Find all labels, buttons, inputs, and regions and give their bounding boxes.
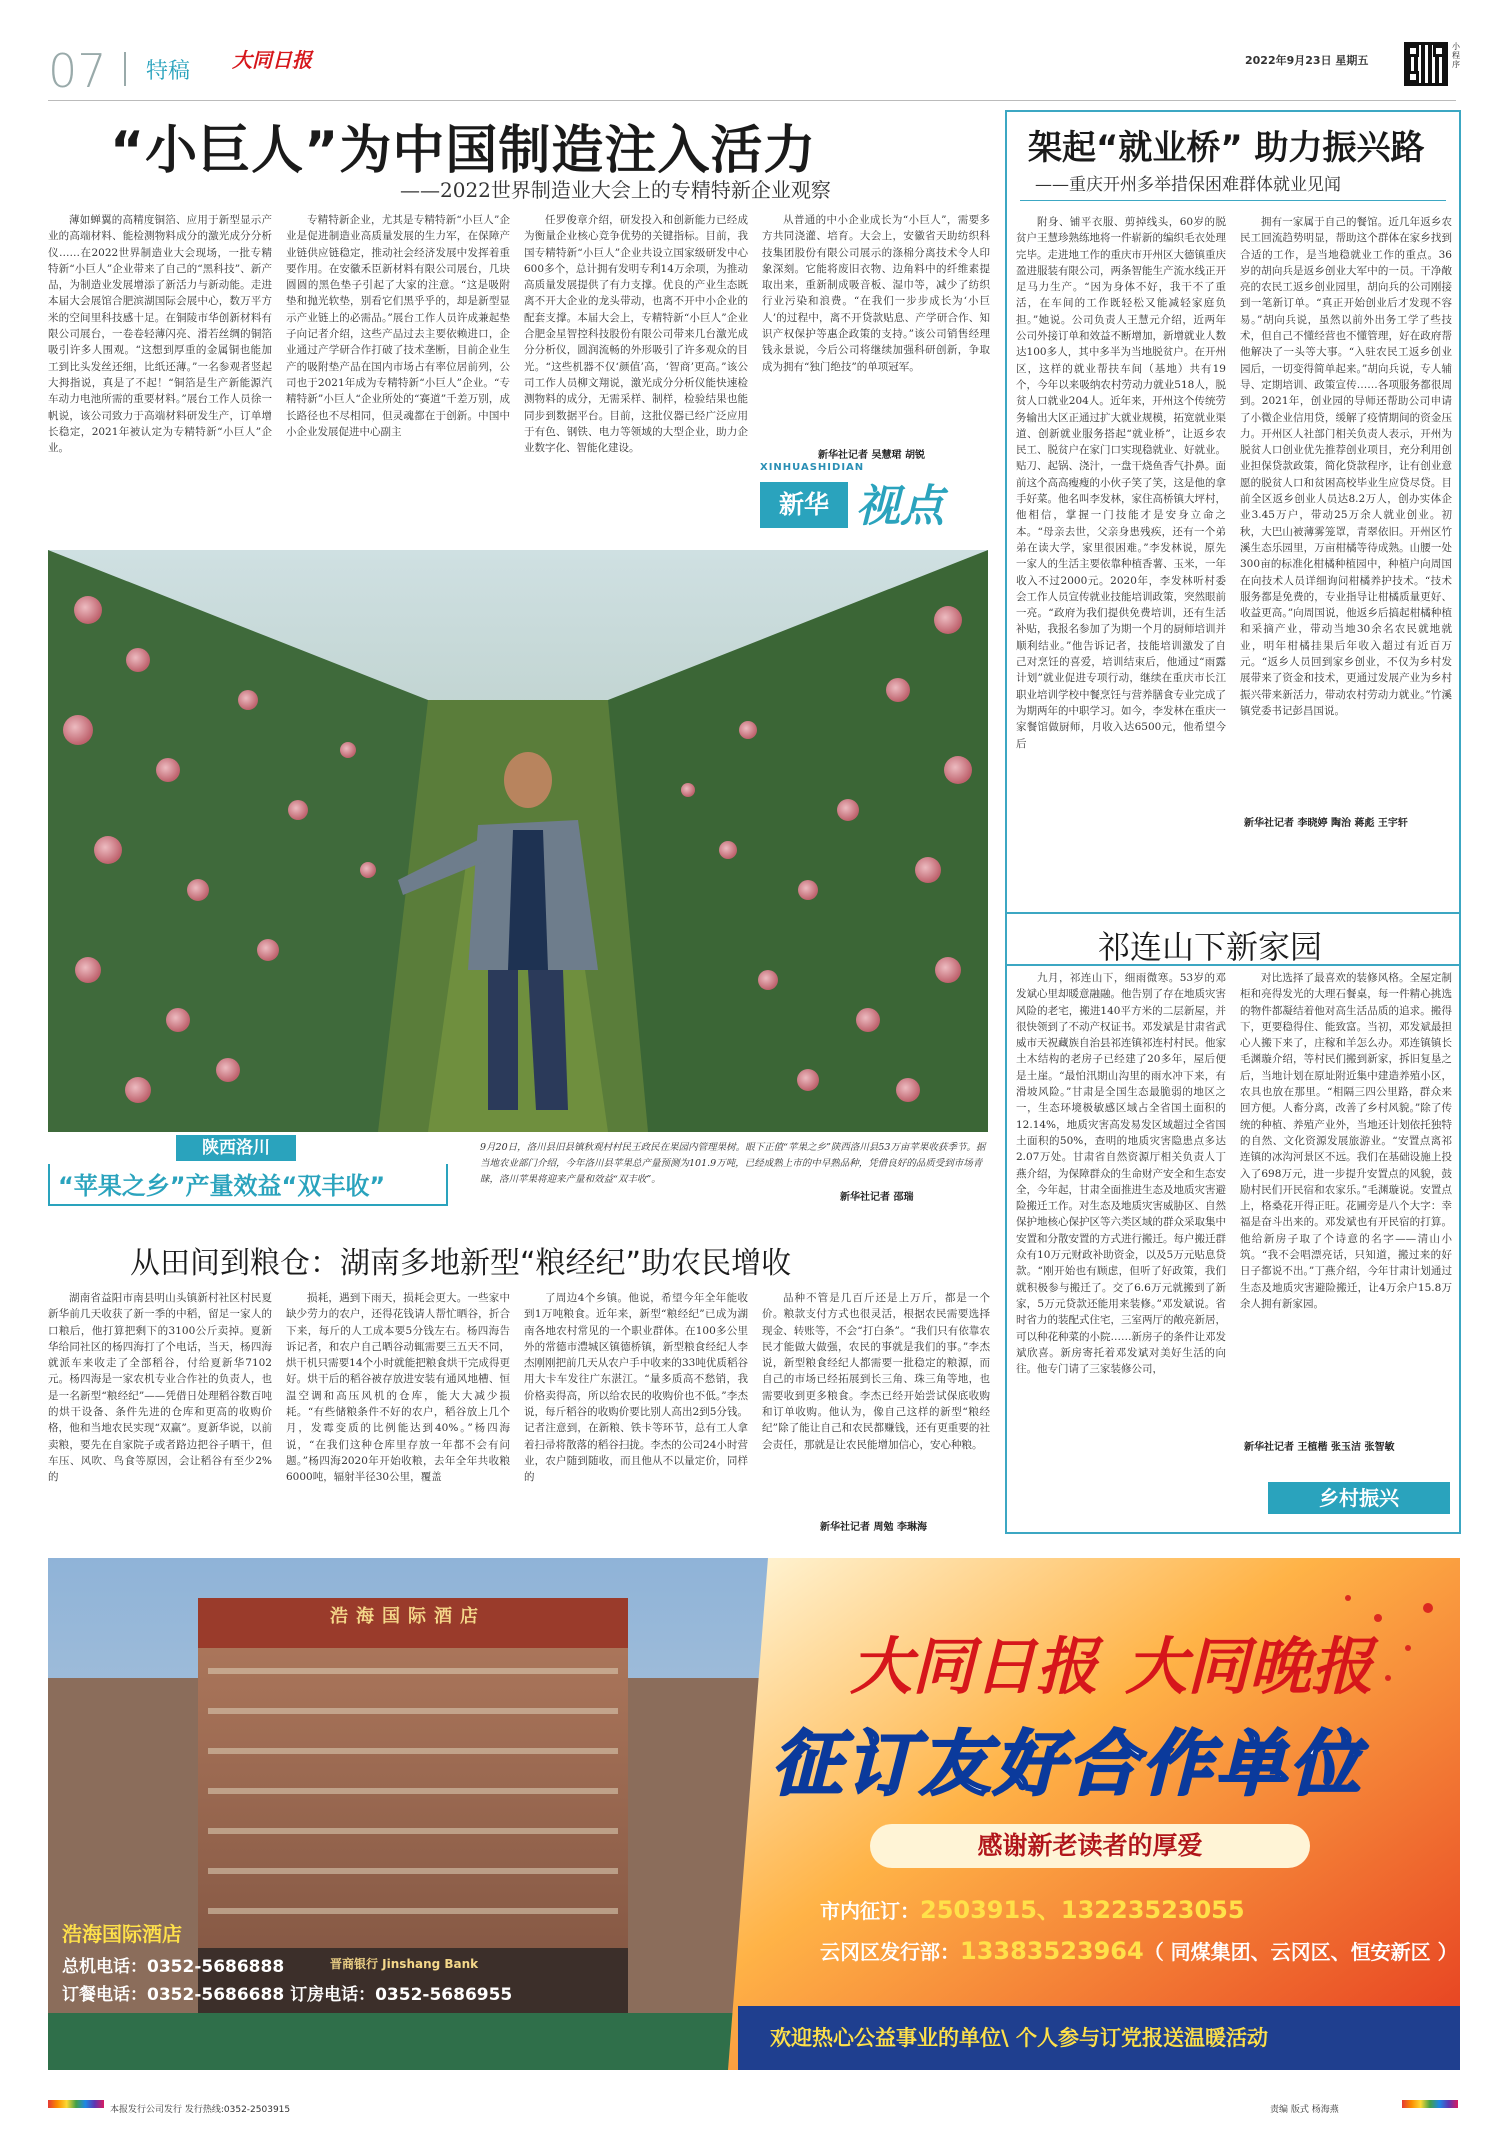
xinhua-en: XINHUASHIDIAN (760, 462, 865, 473)
story2-colA: 附身、铺平衣服、剪掉线头，60岁的脱贫户王慧珍熟练地将一件崭新的编织毛衣处理完毕。走进地工作的重庆市开州区大德镇重庆盈进服装有限公司，两条智能生产流水线正开足马力生产。“因为身体不好，我干不了重活，在车间的工作既轻松又能减轻家庭负担。”她说。公司负责人王慧元介绍，近两年公司外接订单和效益不断增加，新增就业人数达100多人，其中多半为当地脱贫户。在开州区，这样的就业帮扶车间（基地）共有19个，今年以来吸纳农村劳动力就业518人，脱贫人口就业204人。近年来，开州这个传统劳务输出大区正通过扩大就业规模，拓宽就业渠道、创新就业服务搭起“就业桥”，让返乡农民工、脱贫户在家门口实现稳就业、好就业。贴刀、起锅、浇汁，一盘干烧鱼香气扑鼻。面前这个高高瘦瘦的小伙子笑了笑，这是他的拿手好菜。他名叫李发林，家住高桥镇大坪村，他相信，掌握一门技能才是安身立命之本。“母亲去世，父亲身患残疾，还有一个弟弟在读大学，家里很困难。”李发林说，原先一家人的生活主要依靠种植香薯、玉米，一年收入不过2000元。2020年，李发林听村委会工作人员宣传就业技能培训政策，突然眼前一亮。“政府为我们提供免费培训，还有生活补贴，我报名参加了为期一个月的厨师培训并顺利结业。”他告诉记者，技能培训激发了自己对烹饪的喜爱，培训结束后，他通过“雨露计划”就业促进专项行动，继续在重庆市长江职业培训学校中餐烹饪与营养膳食专业完成了为期两年的中职学习。如今，李发林在重庆一家餐馆做厨师，月收入达6500元，他希望今后 (1016, 216, 1226, 750)
story3-col4: 品种不管是几百斤还是上万斤，都是一个价。粮款支付方式也很灵活，根据农民需要选择现金、转账等，不会“打白条”。“我们只有依靠农民才能做大做强，农民的事就是我们的事。”李杰说，新型粮食经纪人都需要一批稳定的粮源，而自己的市场已经拓展到长三角、珠三角等地，也需要收到更多粮食。李杰已经开始尝试保底收购和订单收购。他认为，像自己这样的新型“粮经纪”除了能让自己和农民都赚钱，还有更重要的社会责任，那就是让农民能增加信心，安心种粮。 (762, 1292, 990, 1451)
story2-subtitle: ——重庆开州多举措保困难群体就业见闻 (1035, 175, 1341, 195)
yungang-number[interactable]: 13383523964 (960, 1937, 1144, 1965)
xinhua-label: 新华 (760, 482, 848, 528)
story1-col3: 任罗俊章介绍，研发投入和创新能力已经成为衡量企业核心竞争优势的关键指标。目前，我国专精特新“小巨人”企业共设立国家级研发中心600多个，总计拥有发明专利14万余项，为推动高质量发展提供了有力支撑。优良的产业生态既离不开大企业的龙头带动，也离不开中小企业的配套支撑。本届大会上，专精特新“小巨人”企业合肥金星智控科技股份有限公司带来几台激光成分分析仪，圆润流畅的外形吸引了许多观众的目光。“这些机器不仅‘颜值’高，‘智商’更高。”该公司工作人员柳文翔说，激光成分分析仪能快速检测物料的成分，无需采样、制样，检验结果也能同步到数据平台。目前，这批仪器已经广泛应用于有色、钢铁、电力等领域的大型企业，助力企业数字化、智能化建设。 (524, 214, 748, 455)
story2-byline: 新华社记者 李晓婷 陶治 蒋彪 王宇轩 (1244, 818, 1408, 829)
header-divider (124, 52, 126, 86)
xinhua-shidian: 视点 (856, 481, 944, 532)
story1-subtitle: ——2022世界制造业大会上的专精特新企业观察 (400, 178, 831, 202)
story4-byline: 新华社记者 王植楷 张玉洁 张智敏 (1244, 1442, 1395, 1453)
footer-left: 本报发行公司发行 发行热线:0352-2503915 (110, 2105, 291, 2115)
page-number: 07 (48, 44, 107, 98)
story2-title: 架起“就业桥” 助力振兴路 (1028, 128, 1425, 168)
story3-col2: 损耗，遇到下雨天，损耗会更大。一些家中缺少劳力的农户，还得花钱请人帮忙晒谷，折合下来，每斤的人工成本要5分钱左右。杨四海告诉记者，和农户自己晒谷动辄需要三五天不同，烘干机只需要14个小时就能把粮食烘干完成得更好。烘干后的稻谷被存放进安装有通风地槽、恒温空调和高压风机的仓库，能大大减少损耗。“有些储粮条件不好的农户，稻谷放上几个月，发霉变质的比例能达到40%。”杨四海说，“在我们这种仓库里存放一年都不会有问题。”杨四海2020年开始收粮，去年全年共收粮6000吨，辐射半径30公里，覆盖 (286, 1292, 510, 1484)
header-rule (48, 100, 1456, 101)
footer-right: 责编 版式 杨海燕 (1270, 2105, 1339, 2115)
story4-col1: 九月，祁连山下，细雨微寒。53岁的邓发斌心里却暖意融融。他告别了存在地质灾害风险的老宅，搬进140平方米的二层新屋，并很快领到了不动产权证书。邓发斌是甘肃省武威市天祝藏族自治县祁连镇祁连村村民。他家土木结构的老房子已经建了20多年，屋后便是土崖。“最怕汛期山沟里的雨水冲下来，有滑坡风险。”甘肃是全国生态最脆弱的地区之一，生态环境极敏感区域占全省国土面积的12.14%，地质灾害高发易发区域超过全省国土面积的50%，查明的地质灾害隐患点多达2.07万处。甘肃省自然资源厅相关负责人丁燕介绍，为保障群众的生命财产安全和生态安全，今年起，甘肃全面推进生态及地质灾害避险搬迁工作。对生态及地质灾害威胁区、自然保护地核心保护区等六类区域的群众采取集中安置和分散安置的方式进行搬迁。每户搬迁群众有10万元财政补助资金，以及5万元贴息贷款。“刚开始也有顾虑，但听了好政策，我们就积极参与搬迁了。交了6.6万元就搬到了新家，5万元贷款还能用来装修。”邓发斌说。省时省力的装配式住宅，三室两厅的敞亮新居，可以种花种菜的小院……新房子的条件让邓发斌欣喜。新房寄托着邓发斌对美好生活的向往。他专门请了三家装修公司， (1016, 972, 1226, 1376)
photo-byline: 新华社记者 邵瑞 (840, 1192, 914, 1203)
story1-col2: 专精特新企业，尤其是专精特新“小巨人”企业是促进制造业高质量发展的生力军，在保障产业链供应链稳定，推动社会经济发展中发挥着重要作用。在安徽禾臣新材料有限公司展台，几块圆圆的黑色垫子引起了大家的注意。“这是吸附垫和抛光软垫，别看它们黑乎乎的，却是新型显示产业链上的必需品。”展台工作人员许成兼起垫子向记者介绍，这些产品过去主要依赖进口，企业通过产学研合作打破了技术垄断，目前企业生产的吸附垫产品在国内市场占有率位居前列，公司也于2021年成为专精特新“小巨人”企业。“专精特新”小巨人“企业所处的“赛道”千差万别，成长路径也不尽相同，但灵魂都在于创新。中国中小企业发展促进中心副主 (286, 214, 510, 438)
yungang-distribution-line: 云冈区发行部：13383523964（ 同煤集团、云冈区、恒安新区 ） (820, 1937, 1458, 1965)
story1-title: “小巨人”为中国制造注入活力 (110, 121, 817, 181)
story1-col4: 从普通的中小企业成长为“小巨人”，需要多方共同浇灌、培育。大会上，安徽省天助纺织科技集团股份有限公司展示的涤棉分离技术令人印象深刻。它能将废旧衣物、边角料中的纤维素提取出来，重新制成吸音板、湿巾等，减少了纺织行业污染和浪费。“在我们一步步成长为‘小巨人’的过程中，离不开贷款贴息、产学研合作、知识产权保护等惠企政策的支持。”该公司销售经理钱永景说，今后公司将继续加强科研创新，争取成为拥有“独门绝技”的单项冠军。 (762, 214, 990, 373)
datong-daily-logo: 大同日报 (850, 1630, 1099, 1703)
photo-caption: 9月20日，洛川县旧县镇秋观村村民王政民在果园内管理果树。眼下正值“苹果之乡”陕西洛川县53万亩苹果收获季节。据当地农业部门介绍，今年洛川县苹果总产量预测为101.9万吨，已经成熟上市的中早熟品种，凭借良好的品质受到市场青睐，洛川苹果将迎来产量和效益“双丰收”。 (480, 1142, 986, 1185)
story4-col2: 对比选择了最喜欢的装修风格。全屋定制柜和亮得发光的大理石餐桌，每一件精心挑选的物件都凝结着他对高生活品质的追求。搬得下，更要稳得住、能致富。当初，邓发斌最担心人搬下来了，庄稼和羊怎么办。邓连镇镇长毛渊璇介绍，等村民们搬到新家，拆旧复垦之后，当地计划在原址附近集中建造养殖小区，农具也放在那里。“相隔三四公里路，群众来回方便。人畜分离，改善了乡村风貌。”除了传统的种植、养殖产业外，当地还计划依托独特的自然、文化资源发展旅游业。“安置点离祁连镇的冰沟河景区不远。我们在基础设施上投入了698万元，进一步提升安置点的风貌，鼓励村民们开民宿和农家乐。”毛渊璇说。安置点上，格桑花开得正旺。花圃旁是八个大字：幸福是奋斗出来的。邓发斌也有开民宿的打算。他给新房子取了个诗意的名字——清山小筑。“我不会唱漂亮话，只知道，搬过来的好日子都说不出。”丁燕介绍，今年甘肃计划通过生态及地质灾害避险搬迁，让4万余户15.8万余人拥有新家园。 (1240, 972, 1452, 1310)
footer-color-bar-left (48, 2100, 104, 2108)
issue-date: 2022年9月23日 星期五 (1245, 54, 1369, 67)
qr-note: 小程序 (1452, 42, 1460, 69)
ad-slogan: 欢迎热心公益事业的单位\ 个人参与订党报送温暖活动 (770, 2026, 1268, 2050)
city-subscription-numbers[interactable]: 2503915、13223523055 (920, 1896, 1245, 1924)
bank-sign: 晋商银行 Jinshang Bank (330, 1957, 479, 1971)
apple-orchard-photo (48, 550, 988, 1132)
section-name: 特稿 (146, 59, 191, 84)
hotel-main-phone[interactable]: 总机电话：0352-5686888 (62, 1957, 285, 1977)
story3-byline: 新华社记者 周勉 李琳海 (820, 1522, 927, 1533)
city-subscription-line: 市内征订：2503915、13223523055 (820, 1896, 1245, 1924)
paper-logo: 大同日报 (232, 48, 312, 72)
rural-revitalization-tag: 乡村振兴 (1268, 1482, 1450, 1514)
photo-tag: 陕西洛川 (176, 1135, 296, 1161)
story4-title: 祁连山下新家园 (1098, 928, 1323, 966)
story1-byline: 新华社记者 吴慧珺 胡锐 (818, 450, 925, 461)
qr-code-icon[interactable] (1404, 42, 1448, 86)
ad-headline: 征订友好合作单位 (772, 1723, 1364, 1805)
story1-col1: 薄如蝉翼的高精度铜箔、应用于新型显示产业的高端材料、能检测物料成分的激光成分分析仪……在2022世界制造业大会现场，一批专精特新“小巨人”企业带来了自己的“黑科技”、新产品，为制造业发展增添了新活力与新动能。走进本届大会展馆合肥滨湖国际会展中心，数万平方米的空间里科技感十足。在铜陵市华创新材料有限公司展台，一卷卷轻薄闪亮、滑若丝绸的铜箔吸引许多人围观。“这想到厚重的金属铜也能加工到比头发丝还细，比纸还薄。”一名参观者竖起大拇指说，真是了不起！“铜箔是生产新能源汽车动力电池所需的重要材料。”展台工作人员徐一帆说，该公司致力于高端材料研发生产，订单增长稳定，2021年被认定为专精特新“小巨人”企业。 (48, 214, 272, 455)
ad-thanks: 感谢新老读者的厚爱 (870, 1824, 1310, 1868)
story3-col3: 了周边4个乡镇。他说，希望今年全年能收到1万吨粮食。近年来，新型“粮经纪”已成为湖南各地农村常见的一个职业群体。在100多公里外的常德市澧城区镇德桥镇，新型粮食经纪人李杰刚刚把前几天从农户手中收来的33吨优质稻谷用大卡车发往广东湛江。“量多质高不愁销，我价格卖得高，所以给农民的收购价也不低。”李杰说，每斤稻谷的收购价要比别人高出2到5分钱。记者注意到，在新粮、铁卡等环节，总有工人拿着扫帚将散落的稻谷扫拢。李杰的公司24小时营业，农户随到随收，而且他从不以量定价，同样的 (524, 1292, 748, 1484)
story3-col1: 湖南省益阳市南县明山头镇新村社区村民夏新华前几天收获了新一季的中稻，留足一家人的口粮后，他打算把剩下的3100公斤卖掉。夏新华给同社区的杨四海打了个电话，当天，杨四海就派车来收走了全部稻谷，付给夏新华7102元。杨四海是一家农机专业合作社的负责人，也是一名新型“粮经纪”——凭借日处理稻谷数百吨的烘干设备、条件先进的仓库和更高的收购价格，他和当地农民实现“双赢”。夏新华说，以前卖粮，要先在自家院子或者路边把谷子晒干，但车压、风吹、鸟食等原因，会让稻谷有至少2%的 (48, 1292, 272, 1484)
story2-colB: 拥有一家属于自己的餐馆。近几年返乡农民工回流趋势明显，帮助这个群体在家乡找到合适的工作，是当地稳就业工作的重点。36岁的胡向兵是返乡创业大军中的一员。干净敞亮的农民工返乡创业园里，胡向兵的公司刚接到一笔新订单。“真正开始创业后才发现不容易。”胡向兵说，虽然以前外出务工学了些技术，但自己不懂经营也不懂管理，好在政府帮他解决了一头等大事。“入驻农民工返乡创业园后，一切变得简单起来。”胡向兵说，专人辅导、定期培训、政策宣传……各项服务都很周到。2021年，创业园的导师还帮助公司申请了小微企业信用贷，缓解了疫情期间的资金压力。开州区人社部门相关负责人表示，开州为脱贫人口创业优先推荐创业项目，充分利用创业担保贷款政策，简化贷款程序，让有创业意愿的脱贫人口和贫困高校毕业生应贷尽贷。目前全区返乡创业人员达8.2万人，创办实体企业3.45万户，带动25万余人就业创业。初秋，大巴山被薄雾笼罩，青翠依旧。开州区竹溪生态乐园里，万亩柑橘等待成熟。山腰一处300亩的标准化柑橘种植园中，种植户向周国在向技术人员详细询问柑橘养护技术。“技术服务都是免费的，专业指导让柑橘质量更好、收益更高。”向周国说，他返乡后搞起柑橘种植和采摘产业，带动当地30余名农民就地就业，明年柑橘挂果后年收入超过有近百万元。“返乡人员回到家乡创业，不仅为乡村发展带来了资金和技术，更通过发展产业为乡村振兴带来新活力，带动农村劳动力就业。”竹溪镇党委书记彭昌国说。 (1240, 216, 1452, 717)
story3-title: 从田间到粮仓：湖南多地新型“粮经纪”助农民增收 (130, 1246, 792, 1281)
hotel-booking-phones[interactable]: 订餐电话：0352-5686688 订房电话：0352-5686955 (62, 1985, 513, 2005)
hotel-name: 浩海国际酒店 (62, 1922, 182, 1946)
datong-evening-logo: 大同晚报 (1125, 1630, 1374, 1703)
footer-color-bar-right (1402, 2100, 1458, 2108)
hotel-sign: 浩海国际酒店 (330, 1606, 486, 1627)
story2-rule (1020, 200, 1446, 201)
photo-title: “苹果之乡”产量效益“双丰收” (58, 1172, 386, 1200)
